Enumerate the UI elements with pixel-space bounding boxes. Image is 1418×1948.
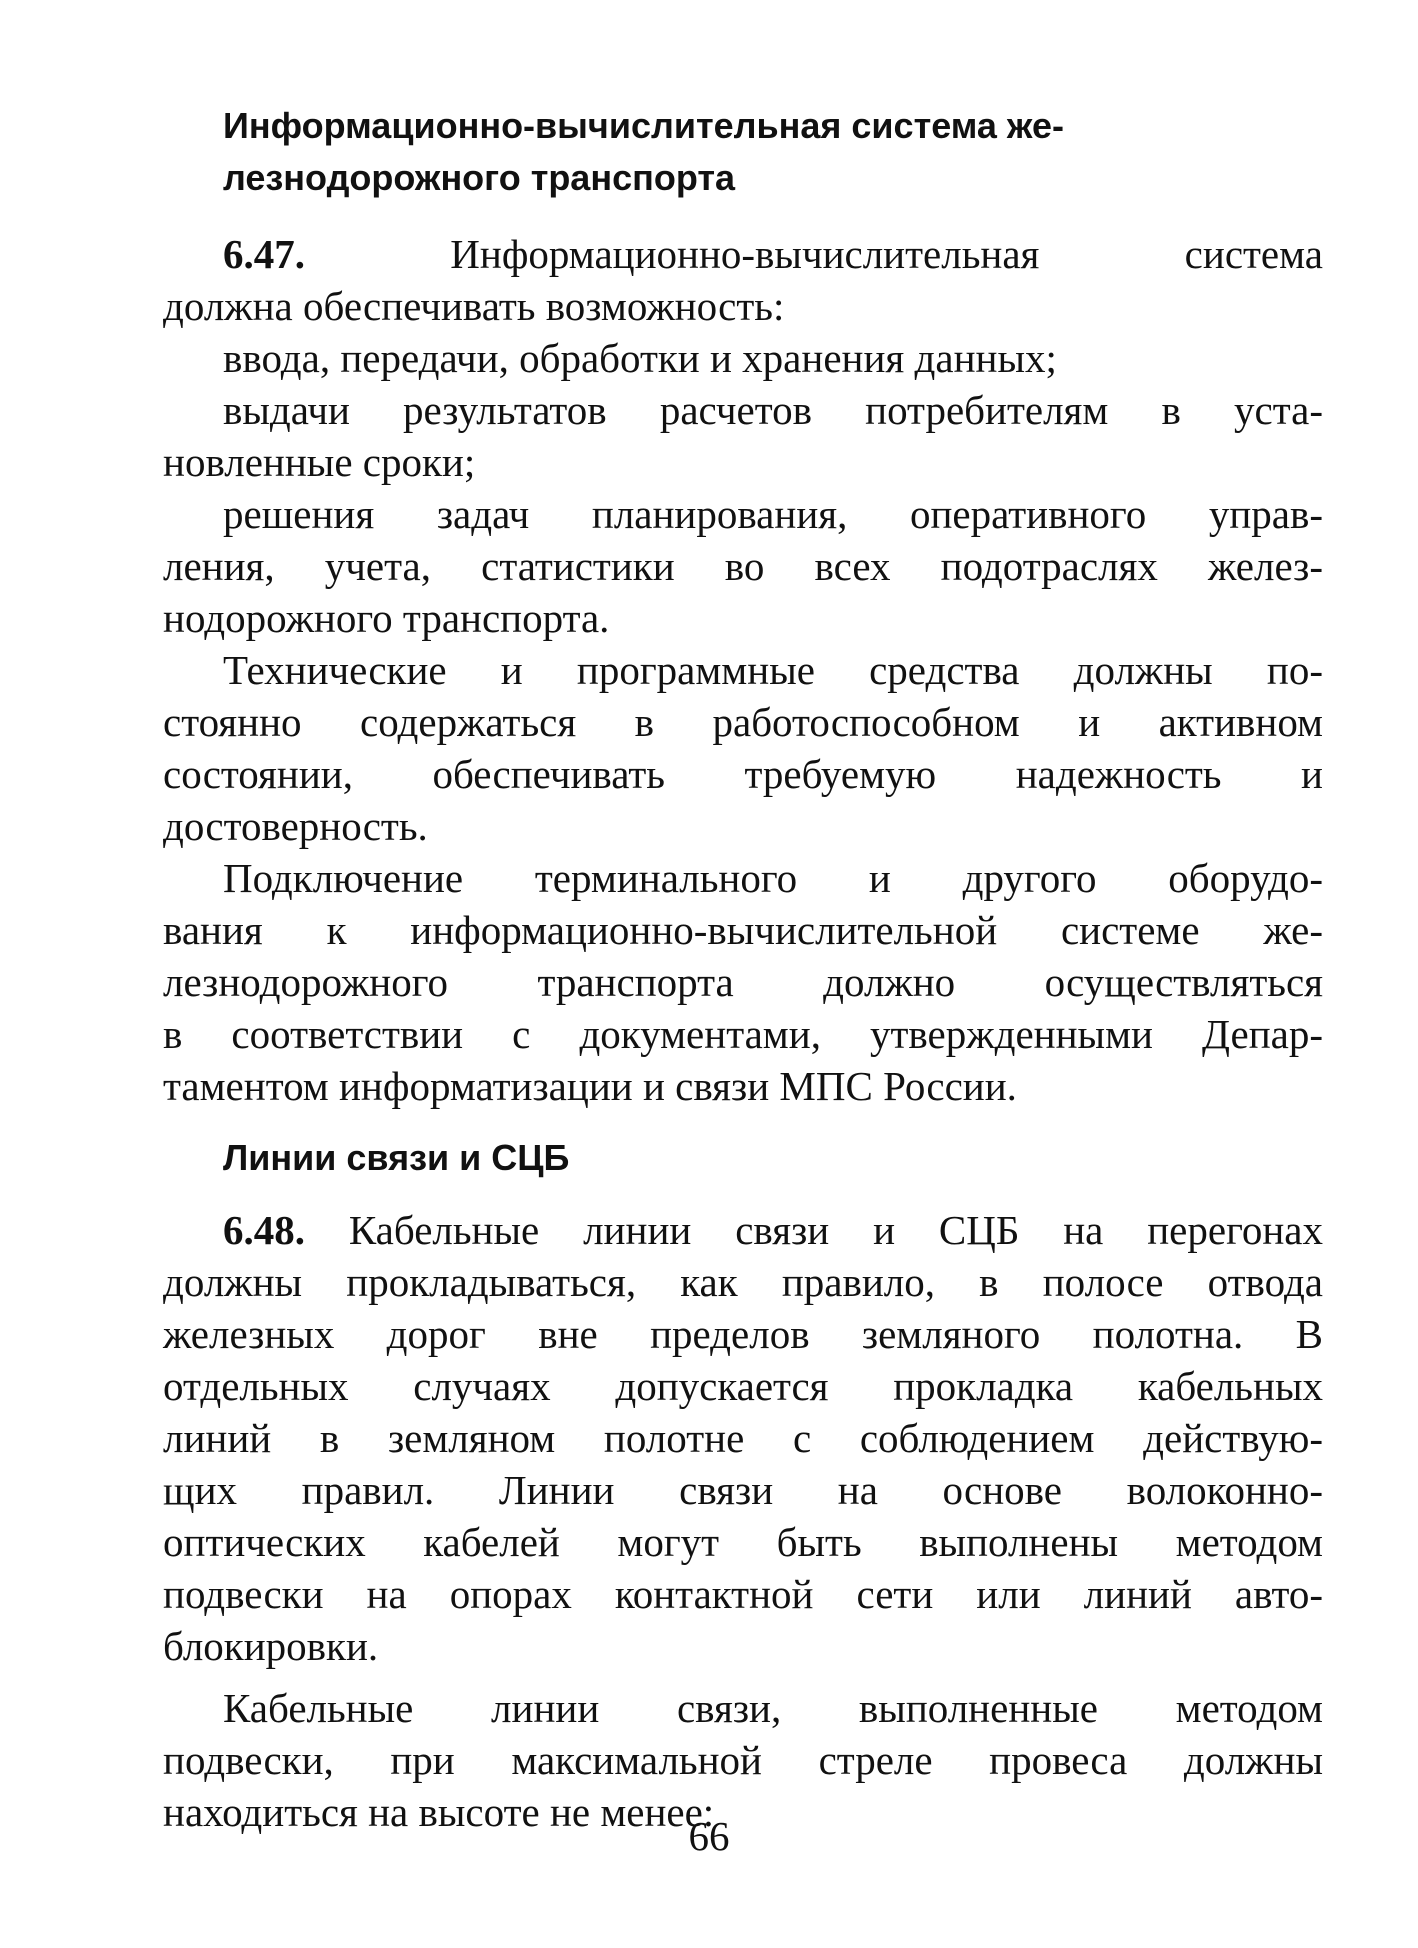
paragraph-line: Технические и программные средства должны по-	[223, 647, 1323, 693]
paragraph-6-48-line: должны прокладываться, как правило, в полосе отвода	[163, 1259, 1323, 1305]
paragraph-line: находиться на высоте не менее:	[163, 1789, 715, 1835]
paragraph-6-48-line: оптических кабелей могут быть выполнены методом	[163, 1519, 1323, 1565]
paragraph-line: в соответствии с документами, утвержденными Депар-	[163, 1011, 1323, 1057]
paragraph-6-48-line: 6.48. Кабельные линии связи и СЦБ на перегонах	[223, 1207, 1323, 1253]
list-item-line: ввода, передачи, обработки и хранения данных;	[223, 335, 1057, 381]
list-item-line: ления, учета, статистики во всех подотраслях желез-	[163, 543, 1323, 589]
list-item-line: решения задач планирования, оперативного управ-	[223, 491, 1323, 537]
paragraph-6-48-line: подвески на опорах контактной сети или линий авто-	[163, 1571, 1323, 1617]
list-item-line: новленные сроки;	[163, 439, 476, 485]
section-heading-line: Информационно-вычислительная система же-	[223, 105, 1064, 146]
list-item-line: выдачи результатов расчетов потребителям в уста-	[223, 387, 1323, 433]
paragraph-line: Подключение терминального и другого оборудо-	[223, 855, 1323, 901]
paragraph-line: вания к информационно-вычислительной системе же-	[163, 907, 1323, 953]
paragraph-6-48-line: щих правил. Линии связи на основе волоконно-	[163, 1467, 1323, 1513]
paragraph-6-47-line: 6.47. Информационно-вычислительная система	[223, 231, 1323, 277]
paragraph-line: стоянно содержаться в работоспособном и активном	[163, 699, 1323, 745]
paragraph-line: подвески, при максимальной стреле провеса должны	[163, 1737, 1323, 1783]
paragraph-line: Кабельные линии связи, выполненные методом	[223, 1685, 1323, 1731]
paragraph-line: состоянии, обеспечивать требуемую надежность и	[163, 751, 1323, 797]
paragraph-number: 6.47.	[223, 231, 305, 277]
list-item-line: нодорожного транспорта.	[163, 595, 610, 641]
paragraph-number: 6.48.	[223, 1207, 305, 1253]
section-heading-line: лезнодорожного транспорта	[223, 157, 735, 198]
paragraph-6-48-line: блокировки.	[163, 1623, 379, 1669]
paragraph-6-48-line: железных дорог вне пределов земляного полотна. В	[163, 1311, 1323, 1357]
section-heading-line: Линии связи и СЦБ	[223, 1137, 570, 1178]
paragraph-line: таментом информатизации и связи МПС России.	[163, 1063, 1017, 1109]
page-number: 66	[688, 1813, 730, 1859]
paragraph-line: лезнодорожного транспорта должно осуществляться	[163, 959, 1323, 1005]
paragraph-6-47-line: должна обеспечивать возможность:	[163, 283, 785, 329]
page-content	[163, 100, 1323, 1838]
paragraph-line: достоверность.	[163, 803, 428, 849]
paragraph-6-48-line: отдельных случаях допускается прокладка кабельных	[163, 1363, 1323, 1409]
paragraph-6-48-line: линий в земляном полотне с соблюдением действую-	[163, 1415, 1323, 1461]
